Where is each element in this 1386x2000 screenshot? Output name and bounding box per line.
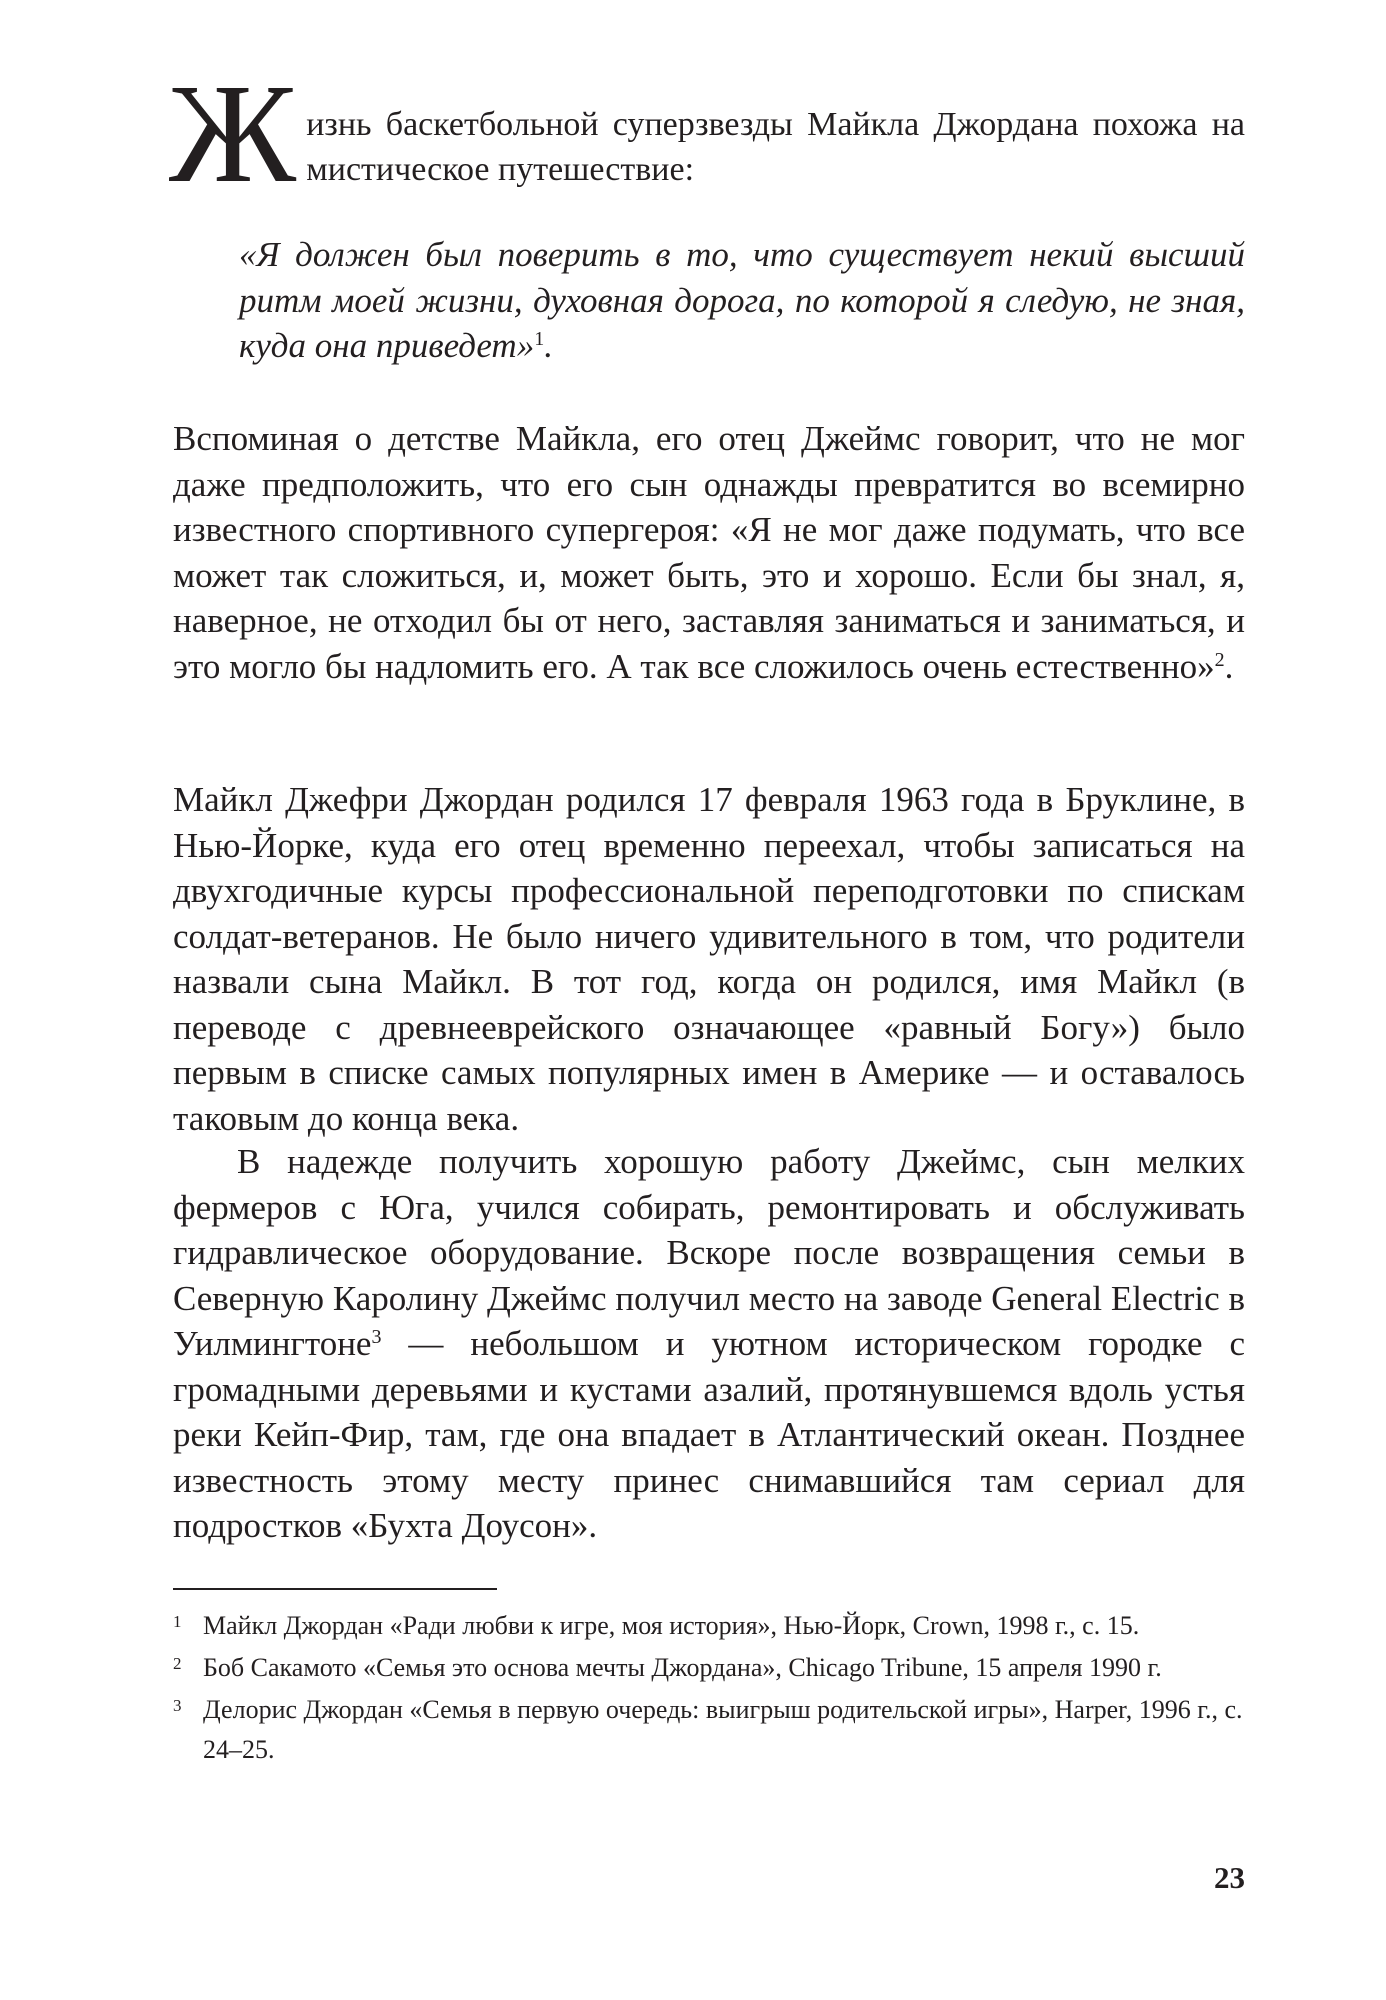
footnote-text: Майкл Джордан «Ради любви к игре, моя история», Нью-Йорк, Crown, 1998 г., с. 15. xyxy=(203,1611,1140,1640)
footnote-number: 2 xyxy=(173,1654,182,1673)
footnote-number: 1 xyxy=(173,1612,182,1631)
footnote-number: 3 xyxy=(173,1696,182,1715)
paragraph-childhood-text: Вспоминая о детстве Майкла, его отец Джеймс говорит, что не мог даже предположить, что его сын однажды превратится во всемирно известного спортивного супергероя: «Я не мог даже подумать, что все может так сложиться, и, может быть, это и хорошо. Если бы знал, я, наверное, не отходил бы от него, заставляя заниматься и заниматься, и это могло бы надломить его. А так все сложилось очень естественно» xyxy=(173,419,1245,686)
page-number: 23 xyxy=(1214,1860,1245,1895)
footnote-ref-2[interactable]: 2 xyxy=(1214,648,1225,671)
paragraph-father-work xyxy=(173,1139,1245,1549)
footnote-divider xyxy=(173,1588,497,1590)
footnote-2 xyxy=(173,1648,1245,1688)
footnote-text: Боб Сакамото «Семья это основа мечты Джордана», Chicago Tribune, 15 апреля 1990 г. xyxy=(203,1653,1162,1682)
jordan-quote: «Я должен был поверить в то, что существует некий высший ритм моей жизни, духовная дорога, по которой я следую, не зная, куда она приведет»$^1$. xyxy=(239,235,1245,365)
paragraph-father-work-text-a: В надежде получить хорошую работу Джеймс, сын мелких фермеров с Юга, учился собирать, ремонтировать и обслуживать гидравлическое оборудование. Вскоре после возвращения семьи в Северную Каролину Джеймс получил место на заводе General Electric в Уилмингтоне xyxy=(173,1142,1245,1363)
footnote-ref-3[interactable]: 3 xyxy=(371,1326,382,1348)
drop-cap: Ж xyxy=(169,54,295,212)
paragraph-birth: Майкл Джефри Джордан родился 17 февраля 1963 года в Бруклине, в Нью-Йорке, куда его отец временно переехал, чтобы записаться на двухгодичные курсы профессиональной переподготовки по спискам солдат-ветеранов. Не было ничего удивительного в том, что родители назвали сына Майкл. В тот год, когда он родился, имя Майкл (в переводе с древнееврейского означающее «равный Богу») было первым в списке самых популярных имен в Америке — и оставалось таковым до конца века. xyxy=(173,780,1245,1138)
paragraph-father-work-text-b: — небольшом и уютном историческом городке с громадными деревьями и кустами азалий, протянувшемся вдоль устья реки Кейп-Фир, там, где она впадает в Атлантический океан. Позднее известность этому месту принес снимавшийся там сериал для подростков «Бухта Доусон». xyxy=(173,1324,1245,1545)
footnote-text: Делорис Джордан «Семья в первую очередь: выигрыш родительской игры», Harper, 1996 г., с. 24–25. xyxy=(203,1695,1243,1764)
paragraph-childhood: Вспоминая о детстве Майкла, его отец Джеймс говорит, что не мог даже предположить, что его сын однажды превратится во всемирно известного спортивного супергероя: «Я не мог даже подумать, что все может так сложиться, и, может быть, это и хорошо. Если бы знал, я, наверное, не отходил бы от него, заставляя заниматься и заниматься, и это могло бы надломить его. А так все сложилось очень естественно»$^2$. xyxy=(173,419,1245,686)
footnote-3 xyxy=(173,1690,1245,1770)
footnotes xyxy=(173,1606,1245,1772)
intro-paragraph xyxy=(169,54,1245,212)
footnote-ref-1[interactable]: 1 xyxy=(534,328,545,350)
footnote-1 xyxy=(173,1606,1245,1646)
quote-text: «Я должен был поверить в то, что существует некий высший ритм моей жизни, духовная дорога, по которой я следую, не зная, куда она приведет» xyxy=(239,235,1245,365)
intro-text: изнь баскетбольной суперзвезды Майкла Джордана похожа на мистическое путешествие: xyxy=(306,106,1245,188)
